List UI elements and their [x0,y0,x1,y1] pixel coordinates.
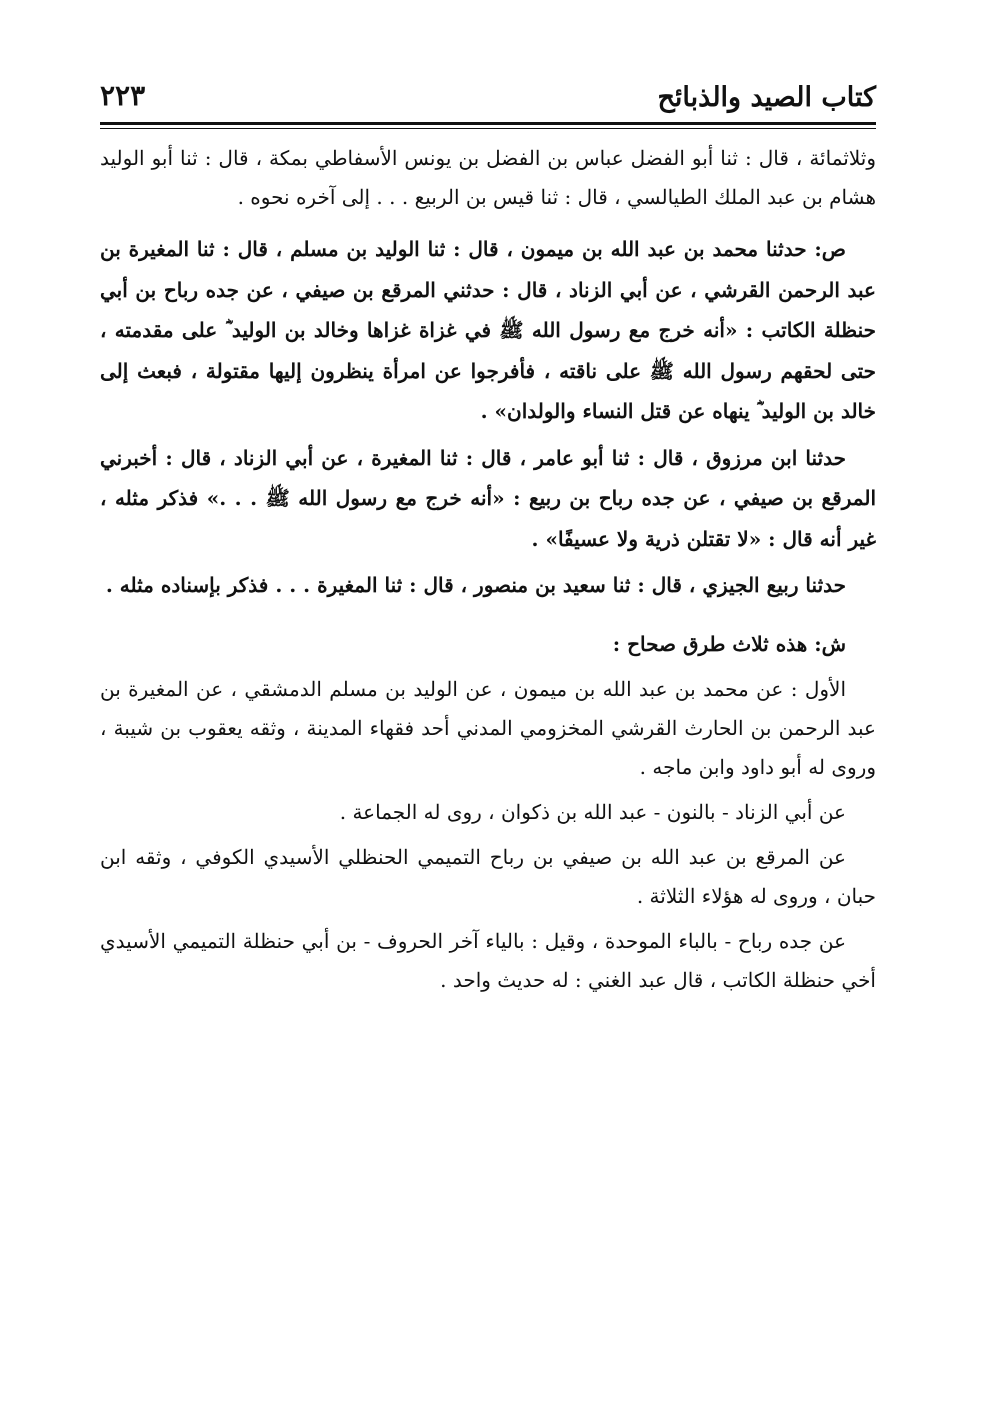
paragraph-continuation: وثلاثمائة ، قال : ثنا أبو الفضل عباس بن الفضل بن يونس الأسفاطي بمكة ، قال : ثنا أبو الوليد هشام بن عبد الملك الطيالسي ، قال : ثنا قيس بن الربيع . . . إلى آخره نحوه . [100,146,876,209]
running-title: كتاب الصيد والذبائح [657,82,876,113]
paragraph-hadith-second: حدثنا ابن مرزوق ، قال : ثنا أبو عامر ، قال : ثنا المغيرة ، عن أبي الزناد ، قال : أخبرني المرقع بن صيفي ، عن جده رباح بن ربيع : «أنه خرج مع رسول الله ﷺ . . .» فذكر مثله ، غير أنه قال : «لا تقتلن ذرية ولا عسيفًا» . [100,445,876,551]
paragraph-commentary-heading: ش: هذه ثلاث طرق صحاح : [612,631,846,656]
paragraph-hadith-main: ص: حدثنا محمد بن عبد الله بن ميمون ، قال : ثنا الوليد بن مسلم ، قال : ثنا المغيرة بن عبد الرحمن القرشي ، عن أبي الزناد ، قال : حدثني المرقع بن صيفي ، عن جده رباح بن أبي حنظلة الكاتب : «أنه خرج مع رسول الله ﷺ في غزاة غزاها وخالد بن الوليد ؓ على مقدمته ، حتى لحقهم رسول الله ﷺ على ناقته ، فأفرجوا عن امرأة ينظرون إليها مقتولة ، فبعث إلى خالد بن الوليد ؓ ينهاه عن قتل النساء والولدان» . [100,237,876,423]
header-rule-thin [100,128,876,129]
page-header [100,80,876,120]
header-rule-thick [100,122,876,125]
document-page [100,80,876,1000]
page-body [100,139,876,1000]
paragraph-hadith-third: حدثنا ربيع الجيزي ، قال : ثنا سعيد بن منصور ، قال : ثنا المغيرة . . . فذكر بإسناده مثله . [105,573,846,597]
page-number: ٢٢٣ [100,79,146,112]
paragraph-rabah: عن جده رباح - بالباء الموحدة ، وقيل : بالياء آخر الحروف - بن أبي حنظلة التميمي الأسيدي أخي حنظلة الكاتب ، قال عبد الغني : له حديث واحد . [100,929,876,992]
paragraph-abu-zinad: عن أبي الزناد - بالنون - عبد الله بن ذكوان ، روى له الجماعة . [339,800,846,824]
paragraph-first-chain: الأول : عن محمد بن عبد الله بن ميمون ، عن الوليد بن مسلم الدمشقي ، عن المغيرة بن عبد الرحمن بن الحارث القرشي المخزومي المدني أحد فقهاء المدينة ، وثقه يعقوب بن شيبة ، وروى له أبو داود وابن ماجه . [100,677,876,779]
paragraph-muraqqa: عن المرقع بن عبد الله بن صيفي بن رباح التميمي الحنظلي الأسيدي الكوفي ، وثقه ابن حبان ، وروى له هؤلاء الثلاثة . [100,845,876,908]
